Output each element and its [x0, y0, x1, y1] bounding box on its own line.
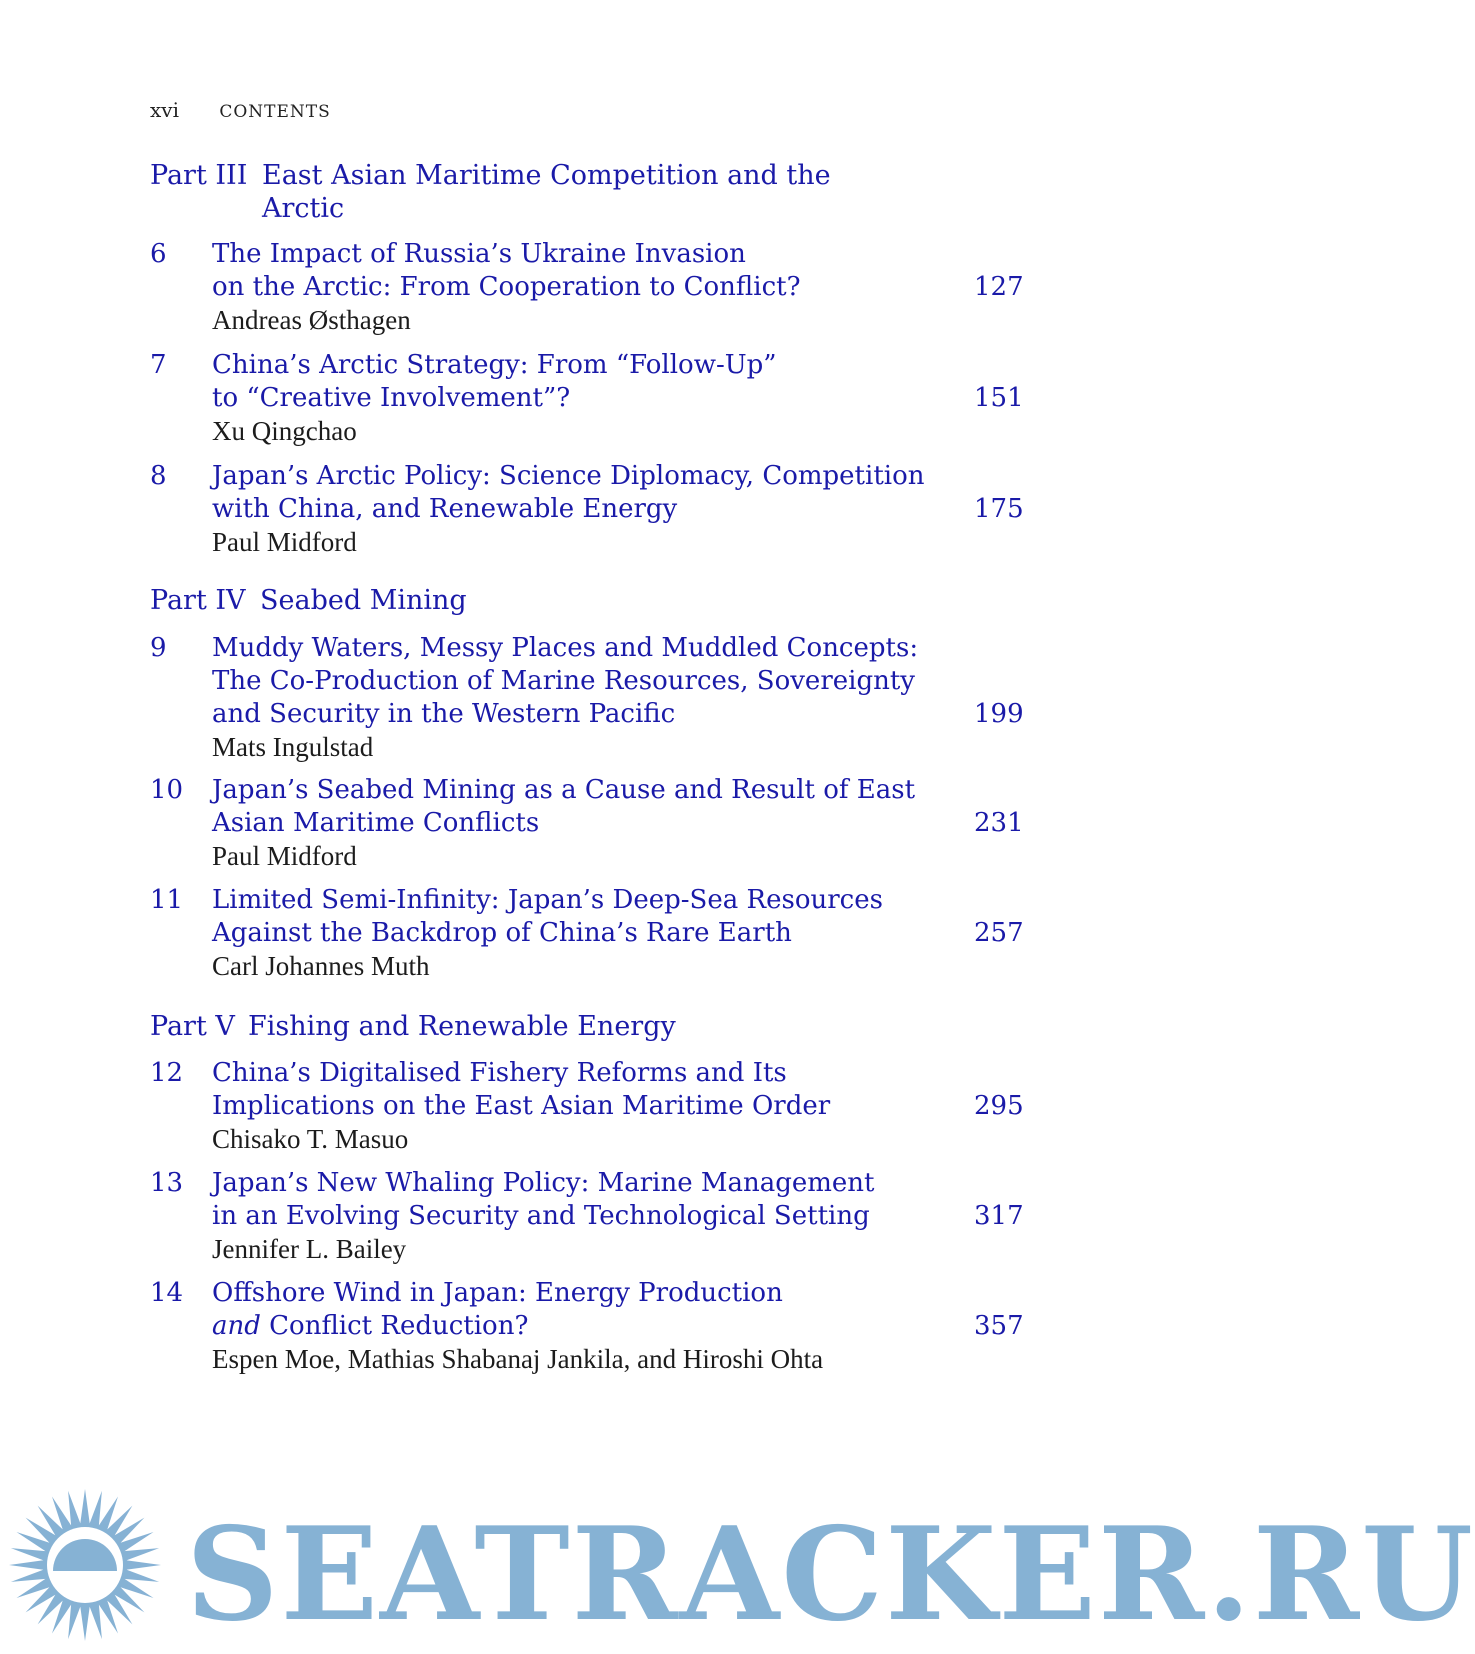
part-label: Part V — [150, 1011, 235, 1042]
chapter-author: Mats Ingulstad — [212, 732, 374, 762]
toc-entry[interactable] — [150, 884, 1024, 983]
chapter-author: Chisako T. Masuo — [212, 1124, 409, 1154]
chapter-number: 10 — [150, 775, 184, 805]
chapter-number: 9 — [150, 633, 167, 663]
toc-entry[interactable] — [150, 774, 1024, 873]
page-ref: 357 — [974, 1311, 1024, 1341]
chapter-title-line: Offshore Wind in Japan: Energy Production — [212, 1278, 783, 1308]
chapter-title-line: and Conflict Reduction? 357 — [212, 1311, 1024, 1341]
chapter-author: Andreas Østhagen — [212, 305, 411, 335]
page-ref: 295 — [974, 1091, 1024, 1121]
page-ref: 127 — [974, 272, 1024, 302]
page-ref: 317 — [974, 1201, 1024, 1231]
chapter-author: Espen Moe, Mathias Shabanaj Jankila, and Hiroshi Ohta — [212, 1344, 824, 1374]
part-heading — [150, 159, 831, 225]
chapter-title-line: Japan’s New Whaling Policy: Marine Management — [212, 1168, 875, 1198]
part-label: Part III — [150, 160, 248, 191]
chapter-author: Paul Midford — [212, 527, 357, 557]
chapter-author: Jennifer L. Bailey — [212, 1234, 407, 1264]
chapter-title-line: with China, and Renewable Energy 175 — [212, 494, 1024, 524]
chapter-title-line: The Impact of Russia’s Ukraine Invasion — [212, 239, 746, 269]
watermark-text: SEATRACKER.RU — [186, 1500, 1475, 1650]
chapter-author: Carl Johannes Muth — [212, 951, 430, 981]
chapter-title-line: to “Creative Involvement”? 151 — [212, 383, 1024, 413]
chapter-number: 7 — [150, 350, 167, 380]
chapter-title-line: Asian Maritime Conflicts 231 — [212, 808, 1024, 838]
toc-entry[interactable] — [150, 1277, 1024, 1376]
chapter-title-line: Limited Semi-Infinity: Japan’s Deep-Sea Resources — [212, 885, 883, 915]
part-title: Fishing and Renewable Energy — [248, 1011, 676, 1042]
part-title: Seabed Mining — [260, 585, 467, 616]
chapter-title-line: China’s Digitalised Fishery Reforms and Its — [212, 1058, 787, 1088]
page-ref: 151 — [974, 383, 1024, 413]
toc-entry[interactable] — [150, 238, 1024, 337]
chapter-title-line: Japan’s Arctic Policy: Science Diplomacy, Competition — [212, 461, 925, 491]
toc-entry[interactable] — [150, 1057, 1024, 1156]
chapter-number: 6 — [150, 239, 167, 269]
page-ref: 257 — [974, 918, 1024, 948]
page-ref: 199 — [974, 699, 1024, 729]
part-label: Part IV — [150, 585, 246, 616]
chapter-title-line: Against the Backdrop of China’s Rare Earth 257 — [212, 918, 1024, 948]
chapter-title-line: China’s Arctic Strategy: From “Follow-Up” — [212, 350, 777, 380]
italic-word: and — [212, 1311, 261, 1341]
page-ref: 231 — [974, 808, 1024, 838]
running-title: CONTENTS — [219, 102, 331, 122]
toc-entry[interactable] — [150, 460, 1024, 559]
chapter-title-line: on the Arctic: From Cooperation to Conflict? 127 — [212, 272, 1024, 302]
page-number: xvi — [150, 98, 179, 122]
part-heading — [150, 1010, 676, 1043]
chapter-number: 8 — [150, 461, 167, 491]
chapter-title-line: Muddy Waters, Messy Places and Muddled Concepts: — [212, 633, 919, 663]
chapter-number: 11 — [150, 885, 184, 915]
chapter-title-line: Implications on the East Asian Maritime Order 295 — [212, 1091, 1024, 1121]
toc-entry[interactable] — [150, 632, 1024, 764]
toc-entry[interactable] — [150, 349, 1024, 448]
running-header — [150, 98, 331, 122]
chapter-title-line: The Co-Production of Marine Resources, Sovereignty — [212, 666, 915, 696]
chapter-number: 13 — [150, 1168, 184, 1198]
toc-entry[interactable] — [150, 1167, 1024, 1266]
part-title: East Asian Maritime Competition and the Arctic — [262, 160, 831, 224]
page-ref: 175 — [974, 494, 1024, 524]
chapter-number: 14 — [150, 1278, 184, 1308]
chapter-number: 12 — [150, 1058, 184, 1088]
part-heading — [150, 584, 467, 617]
chapter-author: Xu Qingchao — [212, 416, 357, 446]
chapter-title-line: and Security in the Western Pacific 199 — [212, 699, 1024, 729]
chapter-title-line: Japan’s Seabed Mining as a Cause and Result of East — [212, 775, 916, 805]
chapter-author: Paul Midford — [212, 841, 357, 871]
chapter-title-line: in an Evolving Security and Technological Setting 317 — [212, 1201, 1024, 1231]
